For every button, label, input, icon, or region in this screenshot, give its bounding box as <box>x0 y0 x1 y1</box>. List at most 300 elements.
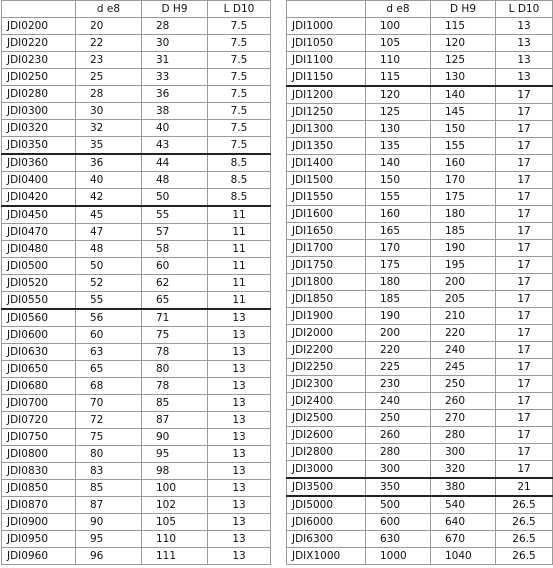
D-H9-cell: 111 <box>142 548 208 565</box>
D-H9-cell: 190 <box>431 240 496 257</box>
L-D10-cell: 17 <box>496 291 553 308</box>
header-D-H9: D H9 <box>431 1 496 18</box>
part-number-cell: JDI1850 <box>287 291 366 308</box>
D-H9-cell: 130 <box>431 69 496 87</box>
d-e8-cell: 165 <box>366 223 431 240</box>
part-number-cell: JDI0550 <box>2 292 76 310</box>
D-H9-cell: 38 <box>142 103 208 120</box>
part-number-cell: JDI6000 <box>287 514 366 531</box>
table-row <box>2 69 271 86</box>
table-row <box>287 531 553 548</box>
D-H9-cell: 44 <box>142 154 208 172</box>
d-e8-cell: 110 <box>366 52 431 69</box>
part-number-cell: JDI0500 <box>2 258 76 275</box>
d-e8-cell: 60 <box>76 327 142 344</box>
part-number-cell: JDI1350 <box>287 138 366 155</box>
L-D10-cell: 11 <box>208 241 271 258</box>
D-H9-cell: 640 <box>431 514 496 531</box>
D-H9-cell: 145 <box>431 104 496 121</box>
D-H9-cell: 210 <box>431 308 496 325</box>
d-e8-cell: 36 <box>76 154 142 172</box>
part-number-cell: JDI0850 <box>2 480 76 497</box>
table-row <box>2 514 271 531</box>
d-e8-cell: 56 <box>76 309 142 327</box>
L-D10-cell: 13 <box>496 35 553 52</box>
part-number-cell: JDI2500 <box>287 410 366 427</box>
d-e8-cell: 48 <box>76 241 142 258</box>
d-e8-cell: 40 <box>76 172 142 189</box>
table-row <box>287 35 553 52</box>
D-H9-cell: 115 <box>431 18 496 35</box>
part-number-cell: JDI1600 <box>287 206 366 223</box>
table-row <box>287 274 553 291</box>
D-H9-cell: 87 <box>142 412 208 429</box>
L-D10-cell: 13 <box>496 18 553 35</box>
D-H9-cell: 95 <box>142 446 208 463</box>
table-row <box>2 52 271 69</box>
table-row <box>287 121 553 138</box>
L-D10-cell: 17 <box>496 138 553 155</box>
table-row <box>2 412 271 429</box>
part-number-cell: JDI0900 <box>2 514 76 531</box>
L-D10-cell: 7.5 <box>208 86 271 103</box>
table-row <box>287 514 553 531</box>
L-D10-cell: 17 <box>496 104 553 121</box>
table-row <box>287 240 553 257</box>
L-D10-cell: 13 <box>496 52 553 69</box>
part-number-cell: JDI0960 <box>2 548 76 565</box>
L-D10-cell: 13 <box>208 429 271 446</box>
table-row <box>2 378 271 395</box>
d-e8-cell: 260 <box>366 427 431 444</box>
table-row <box>287 155 553 172</box>
part-number-cell: JDI1400 <box>287 155 366 172</box>
part-number-cell: JDI0230 <box>2 52 76 69</box>
d-e8-cell: 30 <box>76 103 142 120</box>
table-row <box>2 446 271 463</box>
part-number-cell: JDI0200 <box>2 18 76 35</box>
L-D10-cell: 17 <box>496 257 553 274</box>
L-D10-cell: 17 <box>496 342 553 359</box>
L-D10-cell: 17 <box>496 274 553 291</box>
L-D10-cell: 17 <box>496 172 553 189</box>
d-e8-cell: 105 <box>366 35 431 52</box>
table-row <box>2 206 271 224</box>
table-row <box>2 548 271 565</box>
table-row <box>287 189 553 206</box>
part-number-cell: JDI6300 <box>287 531 366 548</box>
L-D10-cell: 17 <box>496 155 553 172</box>
D-H9-cell: 205 <box>431 291 496 308</box>
table-row <box>2 327 271 344</box>
part-number-cell: JDI0300 <box>2 103 76 120</box>
D-H9-cell: 43 <box>142 137 208 155</box>
d-e8-cell: 135 <box>366 138 431 155</box>
part-number-cell: JDI1100 <box>287 52 366 69</box>
D-H9-cell: 300 <box>431 444 496 461</box>
L-D10-cell: 26.5 <box>496 514 553 531</box>
D-H9-cell: 31 <box>142 52 208 69</box>
D-H9-cell: 155 <box>431 138 496 155</box>
table-row <box>287 172 553 189</box>
L-D10-cell: 13 <box>208 344 271 361</box>
table-row <box>287 104 553 121</box>
table-row <box>2 429 271 446</box>
L-D10-cell: 21 <box>496 478 553 496</box>
part-number-cell: JDI0700 <box>2 395 76 412</box>
d-e8-cell: 175 <box>366 257 431 274</box>
d-e8-cell: 47 <box>76 224 142 241</box>
table-row <box>287 223 553 240</box>
d-e8-cell: 72 <box>76 412 142 429</box>
d-e8-cell: 55 <box>76 292 142 310</box>
D-H9-cell: 120 <box>431 35 496 52</box>
d-e8-cell: 630 <box>366 531 431 548</box>
table-row <box>287 308 553 325</box>
d-e8-cell: 70 <box>76 395 142 412</box>
part-number-cell: JDI1650 <box>287 223 366 240</box>
d-e8-cell: 225 <box>366 359 431 376</box>
part-number-cell: JDI3000 <box>287 461 366 479</box>
D-H9-cell: 180 <box>431 206 496 223</box>
part-number-cell: JDI0250 <box>2 69 76 86</box>
D-H9-cell: 100 <box>142 480 208 497</box>
L-D10-cell: 13 <box>208 548 271 565</box>
d-e8-cell: 25 <box>76 69 142 86</box>
D-H9-cell: 170 <box>431 172 496 189</box>
table-row <box>287 257 553 274</box>
D-H9-cell: 105 <box>142 514 208 531</box>
table-body <box>2 18 271 565</box>
d-e8-cell: 28 <box>76 86 142 103</box>
d-e8-cell: 65 <box>76 361 142 378</box>
table-row <box>2 361 271 378</box>
d-e8-cell: 42 <box>76 189 142 207</box>
D-H9-cell: 98 <box>142 463 208 480</box>
table-row <box>2 275 271 292</box>
d-e8-cell: 45 <box>76 206 142 224</box>
D-H9-cell: 260 <box>431 393 496 410</box>
part-number-cell: JDI0630 <box>2 344 76 361</box>
table-row <box>2 531 271 548</box>
part-number-cell: JDI1900 <box>287 308 366 325</box>
D-H9-cell: 80 <box>142 361 208 378</box>
D-H9-cell: 78 <box>142 344 208 361</box>
L-D10-cell: 17 <box>496 121 553 138</box>
part-number-cell: JDI1150 <box>287 69 366 87</box>
d-e8-cell: 90 <box>76 514 142 531</box>
D-H9-cell: 75 <box>142 327 208 344</box>
table-row <box>287 86 553 104</box>
L-D10-cell: 17 <box>496 376 553 393</box>
table-row <box>2 18 271 35</box>
d-e8-cell: 280 <box>366 444 431 461</box>
L-D10-cell: 17 <box>496 325 553 342</box>
L-D10-cell: 17 <box>496 189 553 206</box>
L-D10-cell: 7.5 <box>208 103 271 120</box>
part-number-cell: JDI0280 <box>2 86 76 103</box>
part-number-cell: JDI0750 <box>2 429 76 446</box>
part-number-cell: JDI0800 <box>2 446 76 463</box>
d-e8-cell: 350 <box>366 478 431 496</box>
d-e8-cell: 240 <box>366 393 431 410</box>
table-row <box>2 35 271 52</box>
table-row <box>2 497 271 514</box>
part-number-cell: JDI0830 <box>2 463 76 480</box>
d-e8-cell: 155 <box>366 189 431 206</box>
L-D10-cell: 13 <box>208 446 271 463</box>
part-number-cell: JDI1700 <box>287 240 366 257</box>
L-D10-cell: 8.5 <box>208 154 271 172</box>
L-D10-cell: 17 <box>496 206 553 223</box>
header-row <box>2 1 271 18</box>
L-D10-cell: 13 <box>208 361 271 378</box>
D-H9-cell: 195 <box>431 257 496 274</box>
table-row <box>287 444 553 461</box>
D-H9-cell: 245 <box>431 359 496 376</box>
table-row <box>287 359 553 376</box>
part-number-cell: JDI0870 <box>2 497 76 514</box>
d-e8-cell: 185 <box>366 291 431 308</box>
d-e8-cell: 22 <box>76 35 142 52</box>
part-number-cell: JDI2400 <box>287 393 366 410</box>
L-D10-cell: 7.5 <box>208 69 271 86</box>
header-row <box>287 1 553 18</box>
table-row <box>287 69 553 87</box>
D-H9-cell: 280 <box>431 427 496 444</box>
table-row <box>287 410 553 427</box>
header-L-D10: L D10 <box>208 1 271 18</box>
d-e8-cell: 160 <box>366 206 431 223</box>
L-D10-cell: 13 <box>208 480 271 497</box>
L-D10-cell: 13 <box>208 514 271 531</box>
d-e8-cell: 50 <box>76 258 142 275</box>
d-e8-cell: 1000 <box>366 548 431 565</box>
table-row <box>287 427 553 444</box>
d-e8-cell: 190 <box>366 308 431 325</box>
table-row <box>287 138 553 155</box>
part-number-cell: JDI0450 <box>2 206 76 224</box>
D-H9-cell: 102 <box>142 497 208 514</box>
d-e8-cell: 115 <box>366 69 431 87</box>
table-row <box>2 395 271 412</box>
table-row <box>2 258 271 275</box>
part-number-cell: JDI0600 <box>2 327 76 344</box>
L-D10-cell: 13 <box>208 463 271 480</box>
D-H9-cell: 540 <box>431 496 496 514</box>
header-d-e8: d e8 <box>76 1 142 18</box>
spec-table-left <box>1 0 271 565</box>
table-row <box>287 52 553 69</box>
D-H9-cell: 125 <box>431 52 496 69</box>
table-row <box>2 189 271 207</box>
header-code <box>2 1 76 18</box>
d-e8-cell: 96 <box>76 548 142 565</box>
d-e8-cell: 130 <box>366 121 431 138</box>
D-H9-cell: 85 <box>142 395 208 412</box>
D-H9-cell: 55 <box>142 206 208 224</box>
L-D10-cell: 7.5 <box>208 52 271 69</box>
part-number-cell: JDI0480 <box>2 241 76 258</box>
d-e8-cell: 95 <box>76 531 142 548</box>
part-number-cell: JDI0560 <box>2 309 76 327</box>
L-D10-cell: 7.5 <box>208 18 271 35</box>
part-number-cell: JDIX1000 <box>287 548 366 565</box>
D-H9-cell: 48 <box>142 172 208 189</box>
table-row <box>287 548 553 565</box>
part-number-cell: JDI1000 <box>287 18 366 35</box>
d-e8-cell: 120 <box>366 86 431 104</box>
part-number-cell: JDI1200 <box>287 86 366 104</box>
table-row <box>287 461 553 479</box>
L-D10-cell: 17 <box>496 359 553 376</box>
d-e8-cell: 500 <box>366 496 431 514</box>
part-number-cell: JDI2300 <box>287 376 366 393</box>
part-number-cell: JDI2000 <box>287 325 366 342</box>
part-number-cell: JDI0400 <box>2 172 76 189</box>
part-number-cell: JDI5000 <box>287 496 366 514</box>
d-e8-cell: 600 <box>366 514 431 531</box>
table-row <box>2 120 271 137</box>
d-e8-cell: 100 <box>366 18 431 35</box>
d-e8-cell: 200 <box>366 325 431 342</box>
L-D10-cell: 11 <box>208 206 271 224</box>
D-H9-cell: 36 <box>142 86 208 103</box>
L-D10-cell: 13 <box>496 69 553 87</box>
d-e8-cell: 68 <box>76 378 142 395</box>
L-D10-cell: 7.5 <box>208 137 271 155</box>
table-row <box>2 463 271 480</box>
part-number-cell: JDI0220 <box>2 35 76 52</box>
table-row <box>287 325 553 342</box>
table-row <box>2 154 271 172</box>
D-H9-cell: 30 <box>142 35 208 52</box>
part-number-cell: JDI2600 <box>287 427 366 444</box>
table-body <box>287 18 553 565</box>
part-number-cell: JDI1050 <box>287 35 366 52</box>
part-number-cell: JDI1750 <box>287 257 366 274</box>
D-H9-cell: 58 <box>142 241 208 258</box>
table-row <box>2 224 271 241</box>
L-D10-cell: 26.5 <box>496 496 553 514</box>
d-e8-cell: 23 <box>76 52 142 69</box>
header-L-D10: L D10 <box>496 1 553 18</box>
part-number-cell: JDI0470 <box>2 224 76 241</box>
D-H9-cell: 33 <box>142 69 208 86</box>
D-H9-cell: 110 <box>142 531 208 548</box>
L-D10-cell: 7.5 <box>208 35 271 52</box>
part-number-cell: JDI0520 <box>2 275 76 292</box>
D-H9-cell: 50 <box>142 189 208 207</box>
table-row <box>2 103 271 120</box>
d-e8-cell: 230 <box>366 376 431 393</box>
part-number-cell: JDI2800 <box>287 444 366 461</box>
D-H9-cell: 240 <box>431 342 496 359</box>
D-H9-cell: 40 <box>142 120 208 137</box>
d-e8-cell: 35 <box>76 137 142 155</box>
L-D10-cell: 17 <box>496 240 553 257</box>
table-row <box>2 86 271 103</box>
L-D10-cell: 17 <box>496 444 553 461</box>
d-e8-cell: 63 <box>76 344 142 361</box>
D-H9-cell: 220 <box>431 325 496 342</box>
d-e8-cell: 52 <box>76 275 142 292</box>
spec-table-right <box>286 0 553 565</box>
d-e8-cell: 20 <box>76 18 142 35</box>
d-e8-cell: 80 <box>76 446 142 463</box>
part-number-cell: JDI0650 <box>2 361 76 378</box>
table-row <box>287 393 553 410</box>
d-e8-cell: 85 <box>76 480 142 497</box>
L-D10-cell: 17 <box>496 461 553 479</box>
D-H9-cell: 57 <box>142 224 208 241</box>
d-e8-cell: 83 <box>76 463 142 480</box>
L-D10-cell: 13 <box>208 497 271 514</box>
D-H9-cell: 28 <box>142 18 208 35</box>
part-number-cell: JDI0350 <box>2 137 76 155</box>
d-e8-cell: 32 <box>76 120 142 137</box>
D-H9-cell: 320 <box>431 461 496 479</box>
table-row <box>287 18 553 35</box>
L-D10-cell: 17 <box>496 410 553 427</box>
table-row <box>2 344 271 361</box>
part-number-cell: JDI0420 <box>2 189 76 207</box>
part-number-cell: JDI3500 <box>287 478 366 496</box>
d-e8-cell: 180 <box>366 274 431 291</box>
table-row <box>287 342 553 359</box>
part-number-cell: JDI1800 <box>287 274 366 291</box>
table-row <box>2 137 271 155</box>
table-row <box>2 309 271 327</box>
D-H9-cell: 60 <box>142 258 208 275</box>
part-number-cell: JDI1300 <box>287 121 366 138</box>
L-D10-cell: 13 <box>208 412 271 429</box>
d-e8-cell: 140 <box>366 155 431 172</box>
d-e8-cell: 150 <box>366 172 431 189</box>
D-H9-cell: 200 <box>431 274 496 291</box>
part-number-cell: JDI1550 <box>287 189 366 206</box>
table-row <box>287 478 553 496</box>
L-D10-cell: 13 <box>208 309 271 327</box>
header-d-e8: d e8 <box>366 1 431 18</box>
L-D10-cell: 17 <box>496 393 553 410</box>
table-row <box>287 291 553 308</box>
D-H9-cell: 140 <box>431 86 496 104</box>
table-row <box>287 206 553 223</box>
D-H9-cell: 78 <box>142 378 208 395</box>
d-e8-cell: 220 <box>366 342 431 359</box>
header-D-H9: D H9 <box>142 1 208 18</box>
table-row <box>2 480 271 497</box>
D-H9-cell: 250 <box>431 376 496 393</box>
D-H9-cell: 150 <box>431 121 496 138</box>
L-D10-cell: 11 <box>208 224 271 241</box>
table-row <box>2 292 271 310</box>
L-D10-cell: 8.5 <box>208 189 271 207</box>
L-D10-cell: 17 <box>496 86 553 104</box>
L-D10-cell: 7.5 <box>208 120 271 137</box>
L-D10-cell: 17 <box>496 308 553 325</box>
table-row <box>287 496 553 514</box>
L-D10-cell: 11 <box>208 258 271 275</box>
part-number-cell: JDI0360 <box>2 154 76 172</box>
L-D10-cell: 17 <box>496 427 553 444</box>
part-number-cell: JDI0720 <box>2 412 76 429</box>
D-H9-cell: 380 <box>431 478 496 496</box>
D-H9-cell: 90 <box>142 429 208 446</box>
L-D10-cell: 13 <box>208 327 271 344</box>
D-H9-cell: 62 <box>142 275 208 292</box>
